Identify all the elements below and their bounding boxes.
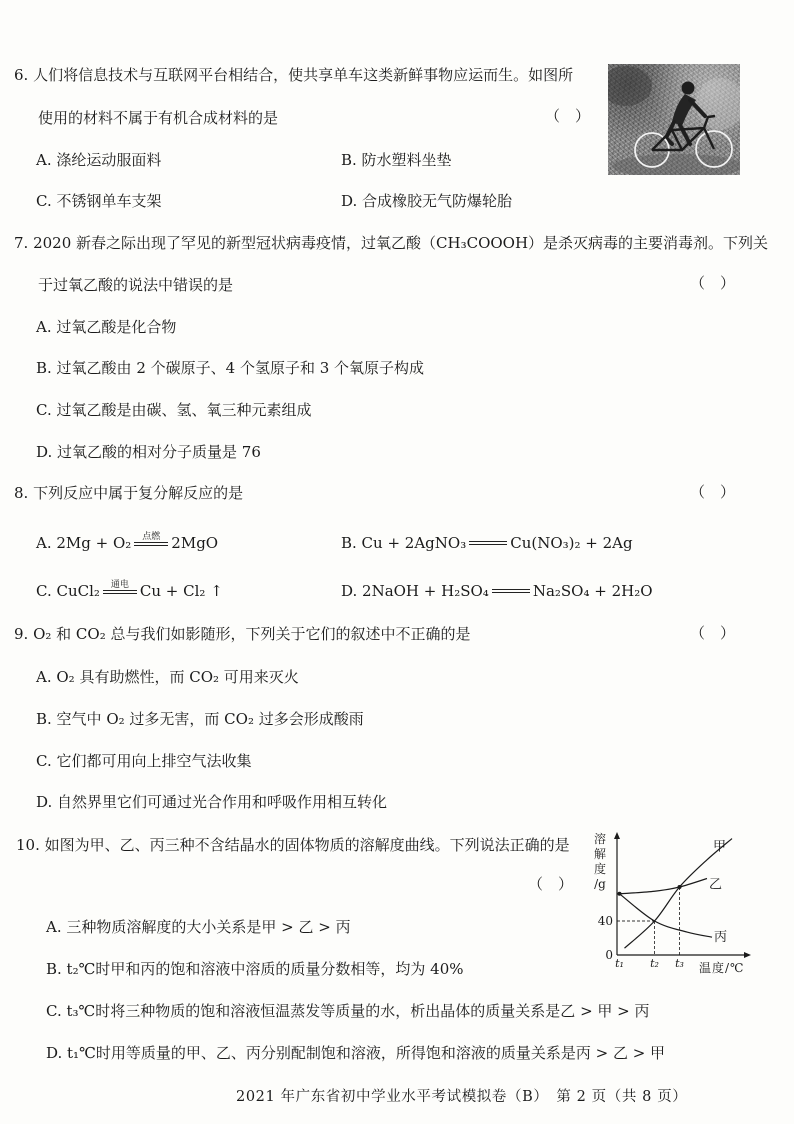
q9-option-d: D. 自然界里它们可通过光合作用和呼吸作用相互转化: [36, 793, 388, 811]
q8-option-d: [341, 581, 653, 601]
q7-option-d: D. 过氧乙酸的相对分子质量是 76: [36, 443, 261, 461]
q8-option-d-reactants: D. 2NaOH + H₂SO₄: [341, 582, 489, 600]
q8-option-c: [36, 581, 223, 601]
q8-option-b: [341, 533, 633, 553]
reaction-equals: [469, 541, 507, 545]
q8-option-d-products: Na₂SO₄ + 2H₂O: [532, 582, 653, 600]
reaction-equals: [492, 589, 530, 593]
y-axis-label: 溶: [593, 832, 607, 846]
series-label: 丙: [714, 930, 728, 946]
shared-bike-photo: [608, 64, 740, 175]
reaction-condition-label: 通电: [110, 580, 129, 590]
q9-answer-bracket: （ ）: [690, 624, 736, 642]
solubility-curve-chart: [588, 826, 778, 986]
q8-answer-bracket: （ ）: [690, 483, 736, 501]
q10-answer-bracket: （ ）: [528, 875, 574, 893]
q9-option-b: B. 空气中 O₂ 过多无害，而 CO₂ 过多会形成酸雨: [36, 710, 364, 728]
q7-stem-line-1: 7. 2020 新春之际出现了罕见的新型冠状病毒疫情，过氧乙酸（CH₃COOOH）是杀灭病毒的主要消毒剂。下列关: [14, 234, 769, 252]
q9-option-a: A. O₂ 具有助燃性，而 CO₂ 可用来灭火: [36, 668, 299, 686]
q8-option-b-reactants: B. Cu + 2AgNO₃: [341, 534, 467, 552]
equals-double-line: [469, 541, 507, 545]
shared-bike-photo-drawing: [608, 64, 740, 175]
q8-option-a-products: 2MgO: [171, 534, 219, 552]
reaction-condition: [134, 532, 168, 546]
q6-stem-line-2: 使用的材料不属于有机合成材料的是: [38, 109, 279, 127]
equals-double-line: [492, 589, 530, 593]
series-curve-3: [620, 894, 713, 937]
x-tick-label: t₃: [675, 957, 684, 970]
x-axis-label: 温度/℃: [699, 961, 745, 975]
y-tick-label: 0: [605, 948, 613, 962]
series-label: 甲: [713, 839, 727, 855]
reaction-condition: [103, 580, 137, 594]
series-curve-2: [620, 879, 708, 894]
q6-option-a: A. 涤纶运动服面料: [36, 151, 162, 169]
q8-option-b-products: Cu(NO₃)₂ + 2Ag: [510, 534, 633, 552]
q7-stem-line-2: 于过氧乙酸的说法中错误的是: [38, 276, 234, 294]
q8-stem: 8. 下列反应中属于复分解反应的是: [14, 484, 244, 502]
y-axis-label: /g: [594, 877, 606, 891]
q8-option-a: [36, 533, 218, 553]
q6-option-d: D. 合成橡胶无气防爆轮胎: [341, 192, 513, 210]
photo-ground: [612, 154, 740, 175]
q9-stem: 9. O₂ 和 CO₂ 总与我们如影随形，下列关于它们的叙述中不正确的是: [14, 625, 471, 643]
q6-option-c: C. 不锈钢单车支架: [36, 192, 162, 210]
x-tick-label: t₁: [615, 957, 624, 970]
reaction-condition-label: 点燃: [142, 532, 161, 542]
rider-head: [682, 82, 695, 95]
q6-answer-bracket: （ ）: [545, 107, 591, 125]
q8-option-a-reactants: A. 2Mg + O₂: [36, 534, 132, 552]
y-axis-label: 度: [593, 862, 607, 876]
photo-shadow: [608, 66, 652, 106]
q9-option-c: C. 它们都可用向上排空气法收集: [36, 752, 252, 770]
equals-double-line: [134, 542, 168, 546]
x-tick-label: t₂: [650, 957, 659, 970]
q7-answer-bracket: （ ）: [690, 274, 736, 292]
q8-option-c-reactants: C. CuCl₂: [36, 582, 100, 600]
q10-option-c: C. t₃℃时将三种物质的饱和溶液恒温蒸发等质量的水，析出晶体的质量关系是乙 > 甲 > 丙: [46, 1002, 650, 1020]
photo-highlight: [696, 78, 740, 130]
q10-option-a: A. 三种物质溶解度的大小关系是甲 > 乙 > 丙: [46, 918, 351, 936]
q8-option-c-products: Cu + Cl₂ ↑: [139, 582, 223, 600]
page-footer: 2021 年广东省初中学业水平考试模拟卷（B） 第 2 页（共 8 页）: [236, 1089, 688, 1105]
q6-stem-line-1: 6. 人们将信息技术与互联网平台相结合，使共享单车这类新鲜事物应运而生。如图所: [14, 66, 574, 84]
y-tick-label: 40: [597, 914, 613, 928]
x-axis-arrow: [744, 952, 751, 958]
q7-option-a: A. 过氧乙酸是化合物: [36, 318, 177, 336]
intersection-marker: [618, 892, 622, 896]
y-axis-arrow: [614, 832, 620, 839]
q7-option-b: B. 过氧乙酸由 2 个碳原子、4 个氢原子和 3 个氧原子构成: [36, 359, 425, 377]
y-axis-label: 解: [593, 847, 607, 861]
q7-option-c: C. 过氧乙酸是由碳、氢、氧三种元素组成: [36, 401, 312, 419]
q10-option-d: D. t₁℃时用等质量的甲、乙、丙分别配制饱和溶液，所得饱和溶液的质量关系是丙 > 乙 > 甲: [46, 1044, 666, 1062]
series-label: 乙: [709, 877, 723, 893]
equals-double-line: [103, 590, 137, 594]
q6-option-b: B. 防水塑料坐垫: [341, 151, 452, 169]
intersection-marker: [678, 885, 682, 889]
q10-option-b: B. t₂℃时甲和丙的饱和溶液中溶质的质量分数相等，均为 40%: [46, 960, 464, 978]
q10-stem: 10. 如图为甲、乙、丙三种不含结晶水的固体物质的溶解度曲线。下列说法正确的是: [16, 836, 570, 854]
